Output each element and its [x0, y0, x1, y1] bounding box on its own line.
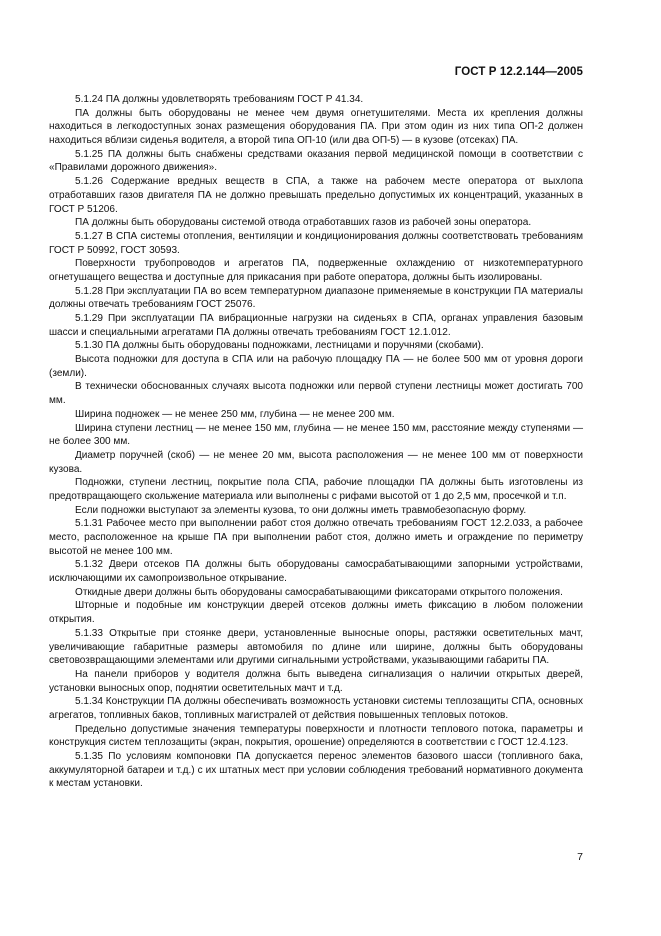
clause-5-1-33: 5.1.33 Открытые при стоянке двери, установленные выносные опоры, растяжки осветительных мачт, увеличивающие габаритные размеры автомобиля по длине или ширине, должны быть оборудованы световозвращающими элементами или другими сигнальными устройствами, указывающими габариты ПА. [49, 627, 583, 667]
clause-5-1-35: 5.1.35 По условиям компоновки ПА допускается перенос элементов базового шасси (топливного бака, аккумуляторной батареи и т.д.) с их штатных мест при условии соблюдения требований нормативного документа к местам установки. [49, 751, 583, 790]
paragraph-anti-slip: Подножки, ступени лестниц, покрытие пола СПА, рабочие площадки ПА должны быть изготовлены из предотвращающего скольжение материала или выполнены с рифами высотой от 1 до 2,5 мм, просечкой и т.п. [49, 477, 583, 502]
paragraph-heat-protection: Предельно допустимые значения температуры поверхности и плотности теплового потока, параметры и конструкция систем теплозащиты (экран, покрытия, орошение) определяются в соответствии с ГОСТ 12.4.123. [49, 723, 583, 749]
paragraph-exhaust: ПА должны быть оборудованы системой отвода отработавших газов из рабочей зоны оператора. [75, 217, 532, 229]
clause-5-1-34: 5.1.34 Конструкции ПА должны обеспечивать возможность установки системы теплозащиты СПА, основных агрегатов, топливных баков, топливных магистралей от действия повышенных тепловых потоков. [49, 696, 583, 721]
clause-5-1-25: 5.1.25 ПА должны быть снабжены средствами оказания первой медицинской помощи в соответствии с «Правилами дорожного движения». [49, 148, 583, 174]
paragraph-roller-doors: Шторные и подобные им конструкции дверей отсеков должны иметь фиксацию в любом положении открытия. [49, 600, 583, 626]
clause-5-1-31: 5.1.31 Рабочее место при выполнении работ стоя должно отвечать требованиям ГОСТ 12.2.033, а рабочее место, расположенное на крыше ПА при выполнении работ стоя, должно иметь и ограждение по периметру высотой не менее 100 мм. [49, 518, 583, 557]
clause-5-1-30: 5.1.30 ПА должны быть оборудованы подножками, лестницами и поручнями (скобами). [75, 340, 484, 352]
document-body [49, 93, 583, 791]
clause-5-1-27: 5.1.27 В СПА системы отопления, вентиляции и кондиционирования должны соответствовать требованиям ГОСТ Р 50992, ГОСТ 30593. [49, 230, 583, 256]
paragraph-insulation: Поверхности трубопроводов и агрегатов ПА, подверженные охлаждению от низкотемпературного огнетушащего вещества и доступные для прикасания при работе оператора, должны быть изолированы. [49, 258, 583, 283]
paragraph-step-shape: Если подножки выступают за элементы кузова, то они должны иметь травмобезопасную форму. [75, 504, 527, 516]
paragraph-handrails: Диаметр поручней (скоб) — не менее 20 мм, высота расположения — не менее 100 мм от поверхности кузова. [49, 449, 583, 475]
clause-5-1-29: 5.1.29 При эксплуатации ПА вибрационные нагрузки на сиденьях в СПА, органах управления базовым шасси и специальными агрегатами ПА должны отвечать требованиям ГОСТ 12.1.012. [49, 313, 583, 338]
paragraph-step-width: Ширина подножек — не менее 250 мм, глубина — не менее 200 мм. [75, 408, 395, 420]
paragraph-step-height-exception: В технически обоснованных случаях высота подножки или первой ступени лестницы может достигать 700 мм. [49, 381, 583, 407]
paragraph-extinguishers: ПА должны быть оборудованы не менее чем двумя огнетушителями. Места их крепления должны находиться в легкодоступных зонах размещения оборудования ПА. При этом один из них типа ОП-2 должен находиться вблизи сиденья водителя, а второй типа ОП-10 (или два ОП-5) — в кузове (отсеках) ПА. [49, 107, 583, 147]
clause-5-1-28: 5.1.28 При эксплуатации ПА во всем температурном диапазоне применяемые в конструкции ПА материалы должны отвечать требованиям ГОСТ 25076. [49, 285, 583, 311]
paragraph-dashboard-signals: На панели приборов у водителя должна быть выведена сигнализация о наличии открытых дверей, установки выносных опор, поднятии осветительных мачт и т.д. [49, 668, 583, 694]
paragraph-step-height: Высота подножки для доступа в СПА или на рабочую площадку ПА — не более 500 мм от уровня дороги (земли). [49, 354, 583, 379]
page-number: 7 [577, 851, 583, 863]
paragraph-hinged-doors: Откидные двери должны быть оборудованы самосрабатывающими фиксаторами открытого положения. [75, 586, 563, 598]
clause-5-1-26: 5.1.26 Содержание вредных веществ в СПА, а также на рабочем месте оператора от выхлопа отработавших газов двигателя ПА не должно превышать предельно допустимых их концентраций, указанных в ГОСТ Р 51206. [49, 176, 583, 215]
clause-5-1-32: 5.1.32 Двери отсеков ПА должны быть оборудованы самосрабатывающими запорными устройствами, исключающими их самопроизвольное открывание. [49, 559, 583, 585]
document-header: ГОСТ Р 12.2.144—2005 [454, 66, 583, 78]
paragraph-ladder-steps: Ширина ступени лестниц — не менее 150 мм, глубина — не менее 150 мм, расстояние между ступенями — не более 300 мм. [49, 422, 583, 448]
clause-5-1-24: 5.1.24 ПА должны удовлетворять требованиям ГОСТ Р 41.34. [75, 94, 364, 105]
